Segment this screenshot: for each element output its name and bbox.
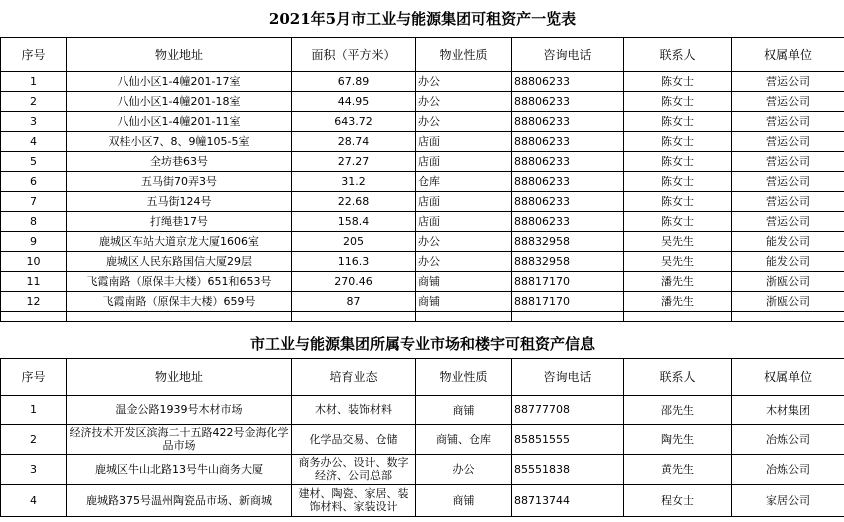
table-row: [1, 131, 844, 151]
header-cell: 权属单位: [732, 358, 844, 395]
row-number-cell: 3: [1, 111, 67, 131]
header-row: [1, 358, 844, 395]
phone-cell: 88806233: [512, 191, 624, 211]
property-type-cell: 商铺、仓库: [416, 424, 512, 454]
contact-cell: 邵先生: [624, 395, 732, 424]
header-cell: 物业性质: [416, 37, 512, 71]
header-cell: 权属单位: [732, 37, 844, 71]
owner-cell: 营运公司: [732, 211, 844, 231]
property-type-cell: 仓库: [416, 171, 512, 191]
phone-cell: 88806233: [512, 111, 624, 131]
address-cell: 鹿城区人民东路国信大厦29层: [67, 251, 292, 271]
row-number-cell: 5: [1, 151, 67, 171]
table-row: [1, 191, 844, 211]
header-cell: 联系人: [624, 37, 732, 71]
owner-cell: 能发公司: [732, 251, 844, 271]
header-cell: 物业性质: [416, 358, 512, 395]
row-number-cell: 1: [1, 71, 67, 91]
contact-cell: 程女士: [624, 484, 732, 516]
owner-cell: 能发公司: [732, 231, 844, 251]
property-type-cell: 办公: [416, 454, 512, 484]
address-cell: 八仙小区1-4幢201-17室: [67, 71, 292, 91]
empty-cell: [512, 311, 624, 321]
row-number-cell: 9: [1, 231, 67, 251]
owner-cell: 冶炼公司: [732, 454, 844, 484]
property-type-cell: 商铺: [416, 271, 512, 291]
phone-cell: 88806233: [512, 91, 624, 111]
col-3-cell: 31.2: [292, 171, 416, 191]
empty-cell: [416, 311, 512, 321]
col-3-cell: 化学品交易、仓储: [292, 424, 416, 454]
address-cell: 鹿城区车站大道京龙大厦1606室: [67, 231, 292, 251]
contact-cell: 吴先生: [624, 251, 732, 271]
owner-cell: 家居公司: [732, 484, 844, 516]
owner-cell: 营运公司: [732, 191, 844, 211]
contact-cell: 陈女士: [624, 71, 732, 91]
property-type-cell: 商铺: [416, 395, 512, 424]
row-number-cell: 3: [1, 454, 67, 484]
header-cell: 面积（平方米）: [292, 37, 416, 71]
header-cell: 物业地址: [67, 358, 292, 395]
address-cell: 五马街124号: [67, 191, 292, 211]
address-cell: 双桂小区7、8、9幢105-5室: [67, 131, 292, 151]
contact-cell: 黄先生: [624, 454, 732, 484]
phone-cell: 88806233: [512, 71, 624, 91]
contact-cell: 潘先生: [624, 291, 732, 311]
address-cell: 五马街70弄3号: [67, 171, 292, 191]
property-type-cell: 店面: [416, 131, 512, 151]
row-number-cell: 2: [1, 424, 67, 454]
phone-cell: 88713744: [512, 484, 624, 516]
empty-cell: [732, 311, 844, 321]
col-3-cell: 22.68: [292, 191, 416, 211]
property-type-cell: 商铺: [416, 484, 512, 516]
phone-cell: 88806233: [512, 211, 624, 231]
col-3-cell: 建材、陶瓷、家居、装饰材料、家装设计: [292, 484, 416, 516]
table-row: [1, 251, 844, 271]
address-cell: 飞霞南路（原保丰大楼）659号: [67, 291, 292, 311]
contact-cell: 陶先生: [624, 424, 732, 454]
col-3-cell: 27.27: [292, 151, 416, 171]
header-row: [1, 37, 844, 71]
header-cell: 咨询电话: [512, 358, 624, 395]
table-title: 2021年5月市工业与能源集团可租资产一览表: [268, 9, 577, 28]
header-cell: 联系人: [624, 358, 732, 395]
phone-cell: 88832958: [512, 251, 624, 271]
header-cell: 培育业态: [292, 358, 416, 395]
phone-cell: 88806233: [512, 151, 624, 171]
col-3-cell: 商务办公、设计、数字经济、公司总部: [292, 454, 416, 484]
empty-cell: [292, 311, 416, 321]
col-3-cell: 木材、装饰材料: [292, 395, 416, 424]
col-3-cell: 270.46: [292, 271, 416, 291]
owner-cell: 营运公司: [732, 171, 844, 191]
contact-cell: 陈女士: [624, 111, 732, 131]
property-type-cell: 店面: [416, 211, 512, 231]
header-cell: 咨询电话: [512, 37, 624, 71]
table-row: [1, 71, 844, 91]
contact-cell: 陈女士: [624, 211, 732, 231]
row-number-cell: 7: [1, 191, 67, 211]
contact-cell: 陈女士: [624, 151, 732, 171]
row-number-cell: 10: [1, 251, 67, 271]
contact-cell: 陈女士: [624, 131, 732, 151]
table-row: [1, 171, 844, 191]
owner-cell: 营运公司: [732, 111, 844, 131]
header-cell: 物业地址: [67, 37, 292, 71]
col-3-cell: 116.3: [292, 251, 416, 271]
address-cell: 飞霞南路（原保丰大楼）651和653号: [67, 271, 292, 291]
contact-cell: 陈女士: [624, 91, 732, 111]
property-type-cell: 办公: [416, 71, 512, 91]
empty-cell: [67, 311, 292, 321]
property-type-cell: 店面: [416, 191, 512, 211]
table-row: [1, 291, 844, 311]
property-type-cell: 办公: [416, 91, 512, 111]
address-cell: 八仙小区1-4幢201-11室: [67, 111, 292, 131]
owner-cell: 浙瓯公司: [732, 291, 844, 311]
phone-cell: 88832958: [512, 231, 624, 251]
table-row: [1, 151, 844, 171]
address-cell: 温金公路1939号木材市场: [67, 395, 292, 424]
phone-cell: 88817170: [512, 291, 624, 311]
owner-cell: 浙瓯公司: [732, 271, 844, 291]
contact-cell: 陈女士: [624, 171, 732, 191]
empty-cell: [1, 311, 67, 321]
table-row: [1, 454, 844, 484]
table-row: [1, 424, 844, 454]
address-cell: 八仙小区1-4幢201-18室: [67, 91, 292, 111]
address-cell: 经济技术开发区滨海二十五路422号金海化学品市场: [67, 424, 292, 454]
owner-cell: 营运公司: [732, 151, 844, 171]
owner-cell: 营运公司: [732, 71, 844, 91]
owner-cell: 营运公司: [732, 131, 844, 151]
address-cell: 打绳巷17号: [67, 211, 292, 231]
address-cell: 鹿城路375号温州陶瓷品市场、新商城: [67, 484, 292, 516]
col-3-cell: 205: [292, 231, 416, 251]
row-number-cell: 2: [1, 91, 67, 111]
row-number-cell: 8: [1, 211, 67, 231]
row-number-cell: 11: [1, 271, 67, 291]
table-row: [1, 231, 844, 251]
owner-cell: 冶炼公司: [732, 424, 844, 454]
contact-cell: 吴先生: [624, 231, 732, 251]
contact-cell: 陈女士: [624, 191, 732, 211]
table-row: [1, 211, 844, 231]
owner-cell: 营运公司: [732, 91, 844, 111]
row-number-cell: 12: [1, 291, 67, 311]
row-number-cell: 1: [1, 395, 67, 424]
property-type-cell: 商铺: [416, 291, 512, 311]
phone-cell: 88806233: [512, 171, 624, 191]
col-3-cell: 67.89: [292, 71, 416, 91]
owner-cell: 木材集团: [732, 395, 844, 424]
phone-cell: 85851555: [512, 424, 624, 454]
col-3-cell: 44.95: [292, 91, 416, 111]
property-type-cell: 办公: [416, 251, 512, 271]
row-number-cell: 4: [1, 131, 67, 151]
col-3-cell: 87: [292, 291, 416, 311]
empty-cell: [624, 311, 732, 321]
table-row: [1, 111, 844, 131]
market-assets-table: [0, 330, 844, 517]
row-number-cell: 6: [1, 171, 67, 191]
phone-cell: 88806233: [512, 131, 624, 151]
phone-cell: 85551838: [512, 454, 624, 484]
col-3-cell: 28.74: [292, 131, 416, 151]
col-3-cell: 643.72: [292, 111, 416, 131]
col-3-cell: 158.4: [292, 211, 416, 231]
table-row: [1, 484, 844, 516]
address-cell: 全坊巷63号: [67, 151, 292, 171]
header-cell: 序号: [1, 358, 67, 395]
contact-cell: 潘先生: [624, 271, 732, 291]
row-number-cell: 4: [1, 484, 67, 516]
phone-cell: 88817170: [512, 271, 624, 291]
property-type-cell: 办公: [416, 111, 512, 131]
address-cell: 鹿城区牛山北路13号牛山商务大厦: [67, 454, 292, 484]
table-row: [1, 91, 844, 111]
phone-cell: 88777708: [512, 395, 624, 424]
property-type-cell: 店面: [416, 151, 512, 171]
table-title: 市工业与能源集团所属专业市场和楼宇可租资产信息: [249, 335, 595, 354]
table-row: [1, 395, 844, 424]
property-type-cell: 办公: [416, 231, 512, 251]
table-row: [1, 271, 844, 291]
header-cell: 序号: [1, 37, 67, 71]
spacer-row: [1, 311, 844, 321]
